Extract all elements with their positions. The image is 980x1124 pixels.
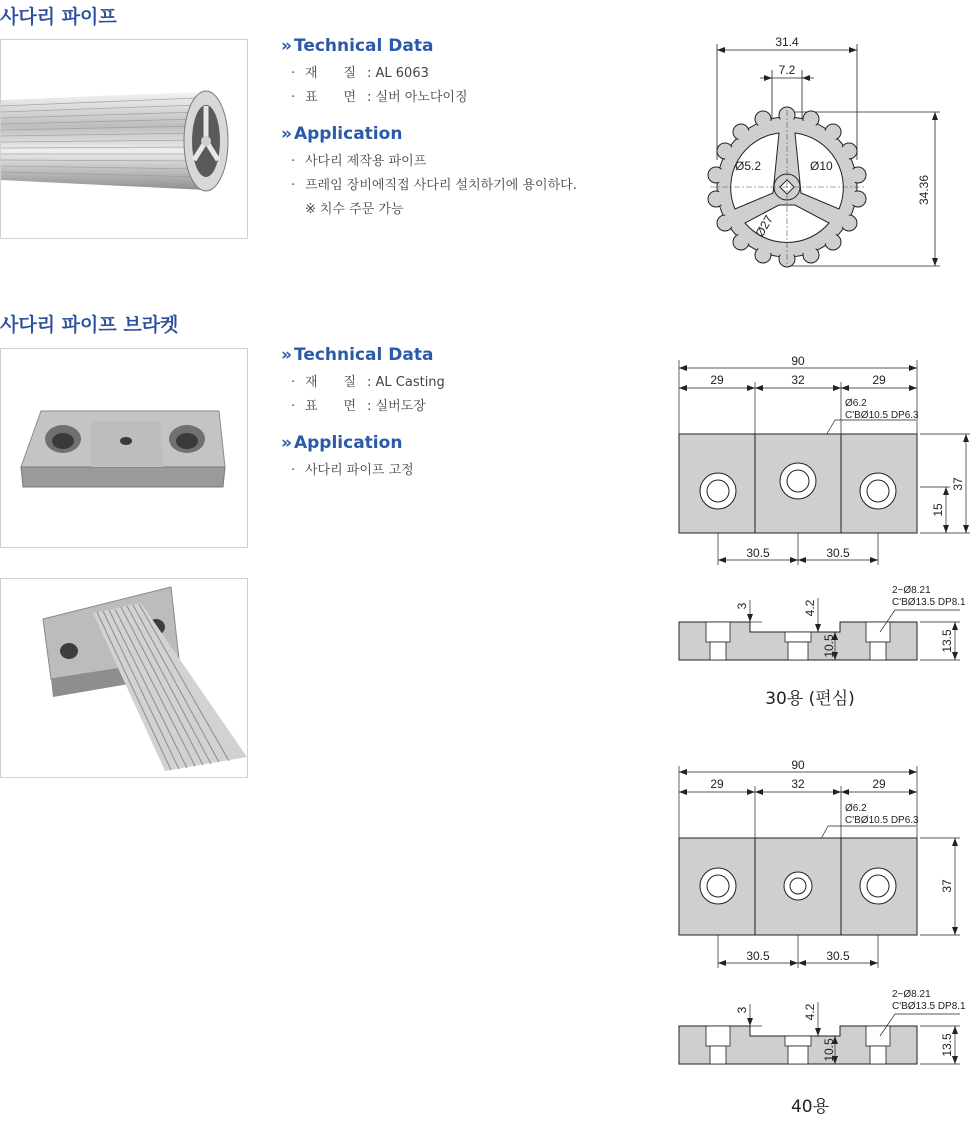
technical-data-heading: » Technical Data: [281, 345, 434, 365]
dim-base: 10.5: [822, 1038, 836, 1062]
dim-pitch2: 30.5: [826, 949, 850, 963]
dim-height: 34.36: [917, 174, 931, 206]
application-item: · 사다리 제작용 파이프: [291, 154, 427, 169]
dim-pitch1: 30.5: [746, 949, 770, 963]
dim-phi-10: Ø10: [810, 159, 833, 173]
side-hole-spec-line2: C'BØ13.5 DP8.1: [892, 1001, 966, 1012]
bracket30-caption: 30용 (편심): [765, 689, 855, 709]
side-hole-spec-line2: C'BØ13.5 DP8.1: [892, 597, 966, 608]
section-title-ladder-pipe: 사다리 파이프: [0, 6, 117, 28]
dim-pitch1: 30.5: [746, 546, 770, 560]
dim-top-width: 31.4: [775, 35, 799, 49]
bracket-with-pipe-photo: [0, 578, 248, 778]
dim-seg2: 32: [791, 777, 805, 791]
application-heading: » Application: [281, 433, 403, 453]
dim-phi-5-2: Ø5.2: [735, 159, 762, 173]
hole-spec-line2: C'BØ10.5 DP6.3: [845, 410, 919, 421]
spec-surface: · 표 면 : 실버도장: [291, 399, 426, 414]
hole-spec-line1: Ø6.2: [845, 398, 867, 409]
dim-side-height: 13.5: [940, 1033, 954, 1057]
bracket40-top-view: [670, 756, 975, 971]
dim-groove: 4.2: [803, 599, 817, 617]
application-note: ※ 치수 주문 가능: [305, 202, 404, 217]
dim-step: 3: [735, 602, 749, 610]
application-item: · 프레임 장비에직접 사다리 설치하기에 용이하다.: [291, 178, 577, 193]
dim-offset: 15: [931, 503, 945, 517]
dim-height: 37: [951, 477, 965, 491]
application-item: · 사다리 파이프 고정: [291, 463, 414, 478]
section-title-bracket: 사다리 파이프 브라켓: [0, 314, 179, 336]
bracket-photo: [0, 348, 248, 548]
hole-spec-line1: Ø6.2: [845, 803, 867, 814]
dim-pitch2: 30.5: [826, 546, 850, 560]
dim-seg1: 29: [710, 777, 724, 791]
hole-spec-line2: C'BØ10.5 DP6.3: [845, 815, 919, 826]
dim-total-width: 90: [791, 758, 805, 772]
bracket40-side-view: [670, 986, 975, 1068]
dim-total-width: 90: [791, 354, 805, 368]
application-heading: » Application: [281, 124, 403, 144]
bracket30-top-view: [670, 350, 975, 568]
dim-seg3: 29: [872, 777, 886, 791]
bracket40-caption: 40용: [790, 1097, 830, 1117]
side-hole-spec-line1: 2−Ø8.21: [892, 989, 931, 1000]
dim-side-height: 13.5: [940, 629, 954, 653]
dim-height: 37: [940, 879, 954, 893]
dim-step: 3: [735, 1006, 749, 1014]
dim-seg2: 32: [791, 373, 805, 387]
bracket-spec: [281, 345, 641, 497]
bracket30-side-view: [670, 582, 975, 664]
ladder-pipe-spec: [281, 36, 641, 236]
dim-seg3: 29: [872, 373, 886, 387]
pipe-cross-section-drawing: [690, 30, 950, 275]
spec-material: · 재 질 : AL Casting: [291, 375, 445, 390]
spec-surface: · 표 면 : 실버 아노다이징: [291, 90, 468, 105]
dim-seg1: 29: [710, 373, 724, 387]
dim-phi-27: Ø27: [752, 212, 776, 240]
side-hole-spec-line1: 2−Ø8.21: [892, 585, 931, 596]
ladder-pipe-photo: [0, 39, 248, 239]
technical-data-heading: » Technical Data: [281, 36, 434, 56]
dim-groove: 4.2: [803, 1003, 817, 1021]
dim-base: 10.5: [822, 634, 836, 658]
spec-material: · 재 질 : AL 6063: [291, 66, 429, 81]
dim-inner-width: 7.2: [778, 63, 796, 77]
